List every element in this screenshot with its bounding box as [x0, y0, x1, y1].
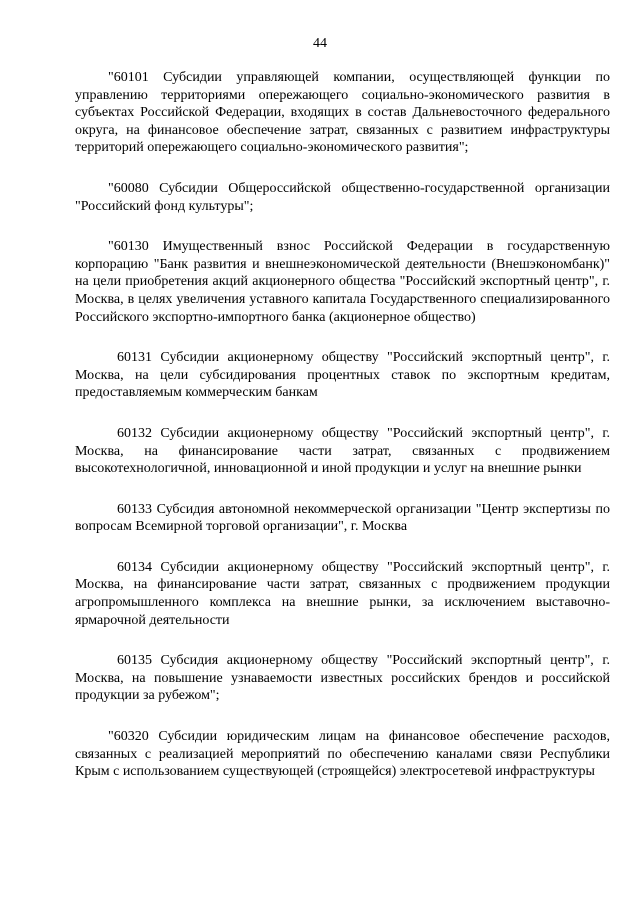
paragraph-60101: "60101 Субсидии управляющей компании, осуществляющей функции по управлению территориями опережающего социально-экономического развития в субъектах Российской Федерации, входящих в состав Дальневосточного федерального округа, на финансовое обеспечение затрат, связанных с развитием инфраструктуры территорий опережающего социально-экономического развития"; [75, 70, 610, 156]
paragraph-60133: 60133 Субсидия автономной некоммерческой организации "Центр экспертизы по вопросам Всемирной торговой организации", г. Москва [75, 501, 610, 535]
paragraph-60134: 60134 Субсидии акционерному обществу "Российский экспортный центр", г. Москва, на финансирование части затрат, связанных с продвижением продукции агропромышленного комплекса на внешние рынки, за исключением выставочно-ярмарочной деятельности [75, 559, 610, 628]
document-body [75, 69, 610, 804]
paragraph-60135: 60135 Субсидия акционерному обществу "Российский экспортный центр", г. Москва, на повышение узнаваемости известных российских брендов и российской продукции за рубежом"; [75, 653, 610, 704]
paragraph-60320: "60320 Субсидии юридическим лицам на финансовое обеспечение расходов, связанных с реализацией мероприятий по обеспечению каналами связи Республики Крым с использованием существующей (строящейся) электросетевой инфраструктуры [75, 729, 610, 780]
paragraph-60130: "60130 Имущественный взнос Российской Федерации в государственную корпорацию "Банк развития и внешнеэкономической деятельности (Внешэкономбанк)" на цели приобретения акций акционерного общества "Российский экспортный центр", г. Москва, в целях увеличения уставного капитала Государственного специализированного Российского экспортно-импортного банка (акционерное общество) [75, 239, 610, 325]
paragraph-60132: 60132 Субсидии акционерному обществу "Российский экспортный центр", г. Москва, на финансирование части затрат, связанных с продвижением высокотехнологичной, инновационной и иной продукции и услуг на внешние рынки [75, 425, 610, 477]
page-number: 44 [313, 36, 327, 51]
paragraph-60080: "60080 Субсидии Общероссийской общественно-государственной организации "Российский фонд культуры"; [75, 180, 610, 214]
paragraph-60131: 60131 Субсидии акционерному обществу "Российский экспортный центр", г. Москва, на цели субсидирования процентных ставок по экспортным кредитам, предоставляемым коммерческим банкам [75, 350, 610, 401]
